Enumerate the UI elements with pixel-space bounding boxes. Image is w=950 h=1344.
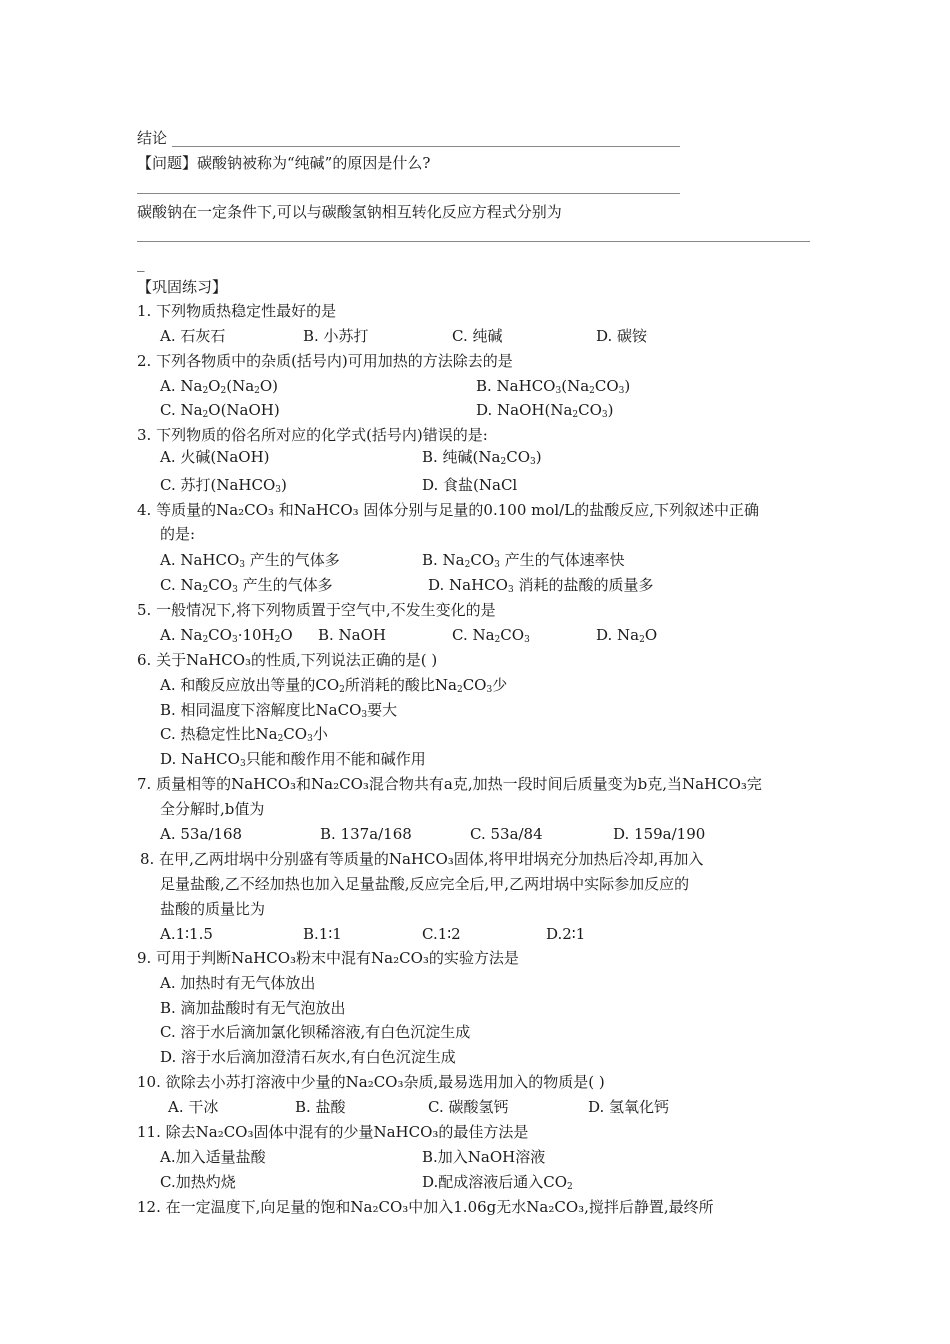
q1-option-c: C. 纯碱 [452,327,503,345]
q1-option-a: A. 石灰石 [160,327,226,345]
q10-option-d: D. 氢氧化钙 [588,1098,670,1116]
q4-option-b: B. $Na_2CO_3$ 产生的气体速率快 [422,551,625,570]
q10-option-b: B. 盐酸 [295,1098,346,1116]
q2-option-b: B. $NaHCO_3(Na_2CO_3)$ [476,377,631,396]
q5-option-a: A. $Na_2CO_3\cdot 10H_2O$ [160,626,293,645]
q4-option-a: A. NaHCO$_3$ 产生的气体多 [160,551,340,570]
q9-option-a: A. 加热时有无气体放出 [160,974,316,992]
q1-option-d: D. 碳铵 [596,327,648,345]
q5-option-d: D. $Na_2O$ [596,626,658,645]
q2-option-a: A. $Na_2O_2(Na_2O)$ [160,377,279,396]
q8-option-c: C.1∶2 [422,925,461,943]
q10-option-a: A. 干冰 [168,1098,219,1116]
q6-option-b: B. 相同温度下溶解度比NaCO$_3$要大 [160,701,398,720]
answer-blank-1 [137,193,680,194]
q2-option-d: D. $NaOH(Na_2CO_3)$ [476,401,614,420]
q8-option-d: D.2∶1 [546,925,586,943]
q10-stem: 10. 欲除去小苏打溶液中少量的Na₂CO₃杂质,最易选用加入的物质是( ) [137,1073,605,1091]
q9-option-d: D. 溶于水后滴加澄清石灰水,有白色沉淀生成 [160,1048,456,1066]
q1-option-b: B. 小苏打 [303,327,369,345]
answer-blank-2 [137,241,810,242]
q8-option-b: B.1∶1 [303,925,342,943]
q8-stem-line-1: 8. 在甲,乙两坩埚中分别盛有等质量的NaHCO₃固体,将甲坩埚充分加热后冷却,再加入 [140,850,704,868]
q9-stem: 9. 可用于判断NaHCO₃粉末中混有Na₂CO₃的实验方法是 [137,949,519,967]
q7-option-c: C. 53a/84 [470,825,543,843]
q12-stem: 12. 在一定温度下,向足量的饱和Na₂CO₃中加入1.06g无水Na₂CO₃,搅拌后静置,最终所 [137,1198,714,1216]
q6-option-a: A. 和酸反应放出等量的$CO_2$所消耗的酸比$Na_2CO_3$少 [160,676,508,695]
q7-option-b: B. 137a/168 [320,825,412,843]
q9-option-c: C. 溶于水后滴加氯化钡稀溶液,有白色沉淀生成 [160,1023,471,1041]
q3-option-a: A. 火碱(NaOH) [160,448,270,466]
q6-option-c: C. 热稳定性比$Na_2CO_3$小 [160,725,328,744]
q4-option-d: D. NaHCO$_3$ 消耗的盐酸的质量多 [428,576,654,595]
q5-option-c: C. $Na_2CO_3$ [452,626,530,645]
q7-stem-line-2: 全分解时,b值为 [160,800,265,818]
q7-option-a: A. 53a/168 [160,825,243,843]
q4-stem-line-1: 4. 等质量的Na₂CO₃ 和NaHCO₃ 固体分别与足量的0.100 mol/L的盐酸反应,下列叙述中正确 [137,501,759,519]
q8-stem-line-3: 盐酸的质量比为 [160,900,266,918]
section-title: 【巩固练习】 [137,278,228,296]
q10-option-c: C. 碳酸氢钙 [428,1098,509,1116]
q11-option-d: D.配成溶液后通入$CO_2$ [422,1173,573,1192]
q7-option-d: D. 159a/190 [613,825,706,843]
q5-option-b: B. NaOH [318,626,387,644]
q4-option-c: C. $Na_2CO_3$ 产生的气体多 [160,576,333,595]
q3-stem: 3. 下列物质的俗名所对应的化学式(括号内)错误的是: [137,426,488,444]
q1-stem: 1. 下列物质热稳定性最好的是 [137,302,337,320]
conclusion-blank [172,146,680,147]
transform-line: 碳酸钠在一定条件下,可以与碳酸氢钠相互转化反应方程式分别为 [137,203,562,221]
q8-stem-line-2: 足量盐酸,乙不经加热也加入足量盐酸,反应完全后,甲,乙两坩埚中实际参加反应的 [160,875,690,893]
q2-option-c: C. $Na_2O(NaOH)$ [160,401,280,420]
q4-stem-line-2: 的是: [160,525,196,543]
q6-option-d: D. NaHCO$_3$只能和酸作用不能和碱作用 [160,750,426,769]
q9-option-b: B. 滴加盐酸时有无气泡放出 [160,999,346,1017]
q8-option-a: A.1∶1.5 [160,925,213,943]
q3-option-d: D. 食盐(NaCl [422,476,518,494]
q3-option-b: B. 纯碱$(Na_2CO_3)$ [422,448,542,467]
q11-stem: 11. 除去Na₂CO₃固体中混有的少量NaHCO₃的最佳方法是 [137,1123,529,1141]
q6-stem: 6. 关于NaHCO₃的性质,下列说法正确的是( ) [137,651,438,669]
q11-option-a: A.加入适量盐酸 [160,1148,266,1166]
q7-stem-line-1: 7. 质量相等的NaHCO₃和Na₂CO₃混合物共有a克,加热一段时间后质量变为b克,当NaHCO₃完 [137,775,762,793]
q2-stem: 2. 下列各物质中的杂质(括号内)可用加热的方法除去的是 [137,352,513,370]
conclusion-label: 结论 [137,129,168,147]
q5-stem: 5. 一般情况下,将下列物质置于空气中,不发生变化的是 [137,601,496,619]
q11-option-c: C.加热灼烧 [160,1173,236,1191]
question-line: 【问题】碳酸钠被称为“纯碱”的原因是什么? [137,154,431,172]
dash-tail: _ [137,254,145,272]
q3-option-c: C. 苏打(NaHCO$_3$) [160,476,287,495]
q11-option-b: B.加入NaOH溶液 [422,1148,546,1166]
